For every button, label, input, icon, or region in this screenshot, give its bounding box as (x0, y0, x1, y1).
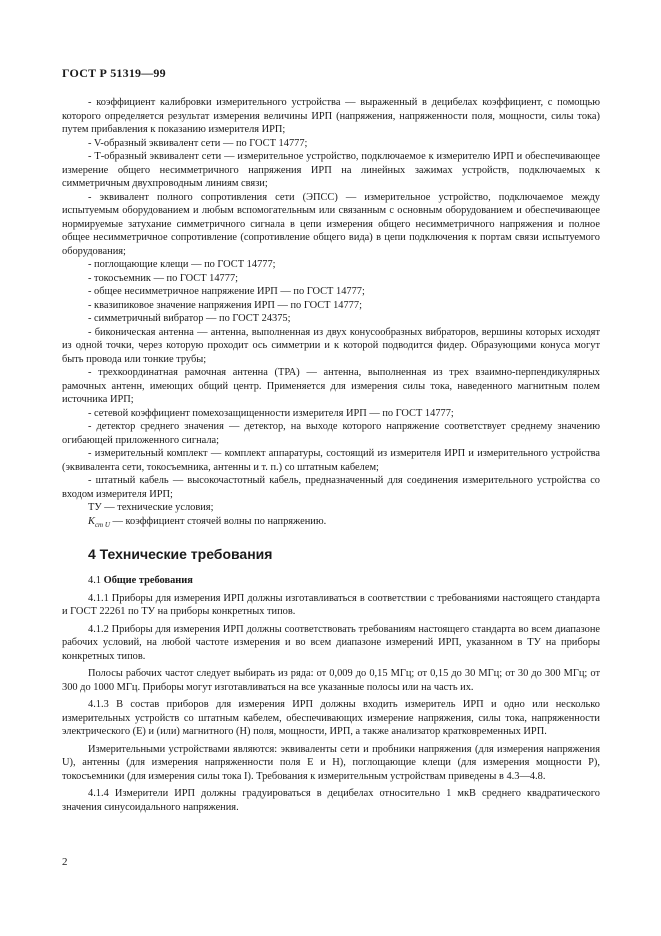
abbreviation-subscript: ст U (94, 520, 110, 529)
definition-item: - штатный кабель — высокочастотный кабель, предназначенный для соединения измерительного устройства со входом измерителя ИРП; (62, 475, 600, 500)
clause-paragraph: 4.1.1 Приборы для измерения ИРП должны изготавливаться в соответствии с требованиями настоящего стандарта и ГОСТ 22261 по ТУ на приборы конкретных типов. (62, 592, 600, 618)
clause-paragraph: 4.1.3 В состав приборов для измерения ИРП должны входить измеритель ИРП и одно или несколько измерительных устройств со штатным кабелем, обеспечивающих измерение напряжения, силы тока, напряженности электрического (E) и (или) магнитного (H) поля, мощности, ИРП, а также анализатор кратковременных ИРП. (62, 699, 600, 738)
abbreviation-item: ТУ — технические условия; (88, 502, 214, 513)
definition-item: - токосъемник — по ГОСТ 14777; (88, 272, 239, 284)
page-number: 2 (62, 856, 68, 868)
definition-item: - трехкоординатная рамочная антенна (ТРА) — антенна, выполненная из трех взаимно-перпендикулярных рамочных антенн, имеющих общий центр. Применяется для измерения силы тока, наведенного магнитным полем источника ИРП; (62, 367, 600, 405)
clause-paragraph: 4.1.2 Приборы для измерения ИРП должны соответствовать требованиям настоящего стандарта во всем диапазоне рабочих условий, на любой частоте измерения и во всем диапазоне измерений ИРП, указанном в ТУ на приборы конкретных типов. (62, 623, 600, 662)
abbreviation-item (62, 515, 600, 533)
document-header: ГОСТ Р 51319—99 (62, 66, 166, 80)
definition-item: - измерительный комплект — комплект аппаратуры, состоящий из измерителя ИРП и измерительного устройства (эквивалента сети, токосъемника, антенны и т. п.) со штатным кабелем; (62, 448, 600, 473)
definition-item: - Т-образный эквивалент сети — измерительное устройство, подключаемое к измерителю ИРП и обеспечивающее измерение общего несимметричного напряжения ИРП на линейных зажимах устройств, подключаемых к симметричным двухпроводным линиям связи; (62, 151, 600, 189)
definition-item: - поглощающие клещи — по ГОСТ 14777; (88, 259, 276, 270)
definition-item: - общее несимметричное напряжение ИРП — по ГОСТ 14777; (88, 286, 365, 297)
definition-item: - биконическая антенна — антенна, выполненная из двух конусообразных вибраторов, вершины которых исходят из одной точки, через которую проходит ось симметрии и к которой подводится фидер. Образующими конуса могут быть провода или тонкие трубы; (62, 326, 600, 365)
definition-item: - симметричный вибратор — по ГОСТ 24375; (88, 313, 291, 324)
clause-paragraph: Измерительными устройствами являются: эквиваленты сети и пробники напряжения (для измерения напряжения U), антенны (для измерения напряженности поля E и H), поглощающие клещи (для измерения мощности P), токосъемники (для измерения силы тока I). Требования к измерительным устройствам приведены в 4.3—4.8. (62, 743, 600, 782)
subsection-title (62, 574, 600, 588)
body-text (62, 96, 600, 814)
definition-item: - детектор среднего значения — детектор, на выходе которого напряжение соответствует среднему значению огибающей приложенного сигнала; (62, 421, 600, 446)
definition-item: - квазипиковое значение напряжения ИРП — по ГОСТ 14777; (88, 299, 362, 311)
clause-paragraph: 4.1.4 Измерители ИРП должны градуироваться в децибелах относительно 1 мкВ среднего квадратического значения синусоидального напряжения. (62, 788, 600, 813)
subsection-number: 4.1 (88, 575, 101, 587)
definition-item: - V-образный эквивалент сети — по ГОСТ 14777; (88, 137, 308, 149)
abbreviation-symbol: K (88, 515, 95, 527)
section-title: 4 Технические требования (88, 546, 273, 563)
clause-paragraph: Полосы рабочих частот следует выбирать из ряда: от 0,009 до 0,15 МГц; от 0,15 до 30 МГц; от 30 до 300 МГц; от 300 до 1000 МГц. Приборы могут изготавливаться на все указанные полосы или на часть их. (62, 668, 600, 693)
definition-item: - коэффициент калибровки измерительного устройства — выраженный в децибелах коэффициент, с помощью которого определяется результат измерения величины ИРП (напряжения, напряженности поля, мощности, силы тока) путем прибавления к показанию измерителя ИРП; (62, 97, 600, 135)
definition-item: - эквивалент полного сопротивления сети (ЭПСС) — измерительное устройство, подключаемое между испытуемым оборудованием и любым вспомогательным или связанным с основным оборудованием и обеспечивающее нормируемые затухание симметричного сигнала в цепи измерения общего несимметричного напряжения и полное общее несимметричное сопротивление (сопротивление общего вида) в цепи подключения к портам связи испытуемого оборудования; (62, 191, 600, 257)
abbreviation-text: — коэффициент стоячей волны по напряжению. (109, 515, 327, 527)
subsection-name: Общие требования (103, 575, 193, 587)
definition-item: - сетевой коэффициент помехозащищенности измерителя ИРП — по ГОСТ 14777; (88, 407, 454, 419)
